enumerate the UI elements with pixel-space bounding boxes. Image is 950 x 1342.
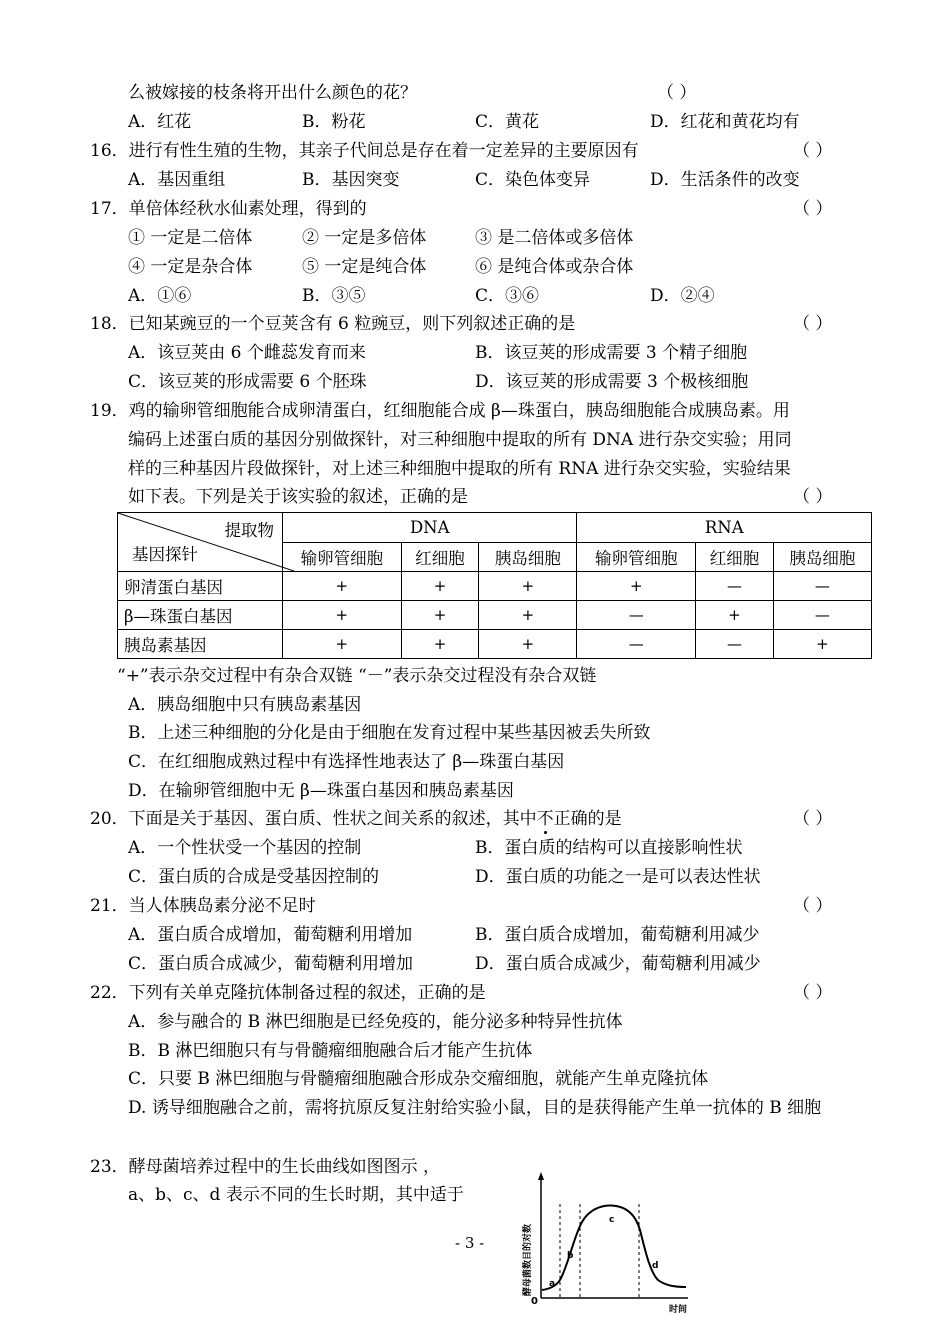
origin-label: 0 bbox=[531, 1296, 538, 1307]
q21-paren: （ ） bbox=[793, 896, 833, 916]
header-cell-oviduct-dna: 输卵管细胞 bbox=[283, 542, 402, 572]
q16-opt-c: C．染色体变异 bbox=[475, 170, 591, 190]
table-cell: + bbox=[401, 601, 479, 630]
q19-stem-line-1: 19．鸡的输卵管细胞能合成卵清蛋白，红细胞能合成 β—珠蛋白，胰岛细胞能合成胰岛素。用 bbox=[90, 401, 790, 421]
page-number: - 3 - bbox=[455, 1234, 485, 1252]
q19-note: “+”表示杂交过程中有杂合双链 “－”表示杂交过程没有杂合双链 bbox=[117, 666, 597, 686]
yeast-growth-curve bbox=[520, 1170, 700, 1335]
table-cell: + bbox=[696, 601, 774, 630]
hybridization-table bbox=[117, 512, 872, 659]
corner-label-extract: 提取物 bbox=[224, 521, 274, 540]
table-row bbox=[118, 630, 872, 659]
q15-opt-b: B．粉花 bbox=[302, 112, 366, 132]
table-corner-cell bbox=[118, 513, 283, 572]
q17-paren: （ ） bbox=[793, 199, 833, 219]
q22-opt-c: C．只要 B 淋巴细胞与骨髓瘤细胞融合形成杂交瘤细胞，就能产生单克隆抗体 bbox=[128, 1069, 709, 1089]
emphasis-dot-char: 不 bbox=[536, 809, 554, 829]
q17-opt-a: A．①⑥ bbox=[128, 286, 192, 306]
y-axis-arrow bbox=[538, 1172, 544, 1180]
q22-stem: 22．下列有关单克隆抗体制备过程的叙述，正确的是 bbox=[90, 983, 486, 1003]
table-cell: + bbox=[577, 572, 696, 601]
q17-opt-c: C．③⑥ bbox=[475, 286, 540, 306]
q20-stem bbox=[90, 808, 622, 830]
table-cell: + bbox=[479, 630, 577, 659]
q19-stem-line-4: 如下表。下列是关于该实验的叙述，正确的是 bbox=[128, 487, 468, 507]
table-cell: — bbox=[696, 630, 774, 659]
y-axis-label: 酵母菌数目的对数 bbox=[523, 1223, 533, 1297]
phase-label-b: b bbox=[567, 1251, 574, 1261]
phase-label-a: a bbox=[549, 1279, 556, 1289]
q15-paren: （ ） bbox=[657, 83, 697, 103]
q20-opt-d: D．蛋白质的功能之一是可以表达性状 bbox=[475, 867, 761, 887]
table-cell: + bbox=[479, 572, 577, 601]
q16-paren: （ ） bbox=[793, 141, 833, 161]
header-cell-oviduct-rna: 输卵管细胞 bbox=[577, 542, 696, 572]
header-cell-islet-rna: 胰岛细胞 bbox=[773, 542, 871, 572]
q19-opt-a: A．胰岛细胞中只有胰岛素基因 bbox=[128, 695, 362, 715]
table-row bbox=[118, 601, 872, 630]
q19-paren: （ ） bbox=[793, 487, 833, 507]
q18-opt-d: D．该豆荚的形成需要 3 个极核细胞 bbox=[475, 372, 749, 392]
q17-item-1: ① 一定是二倍体 bbox=[128, 228, 253, 248]
q22-opt-a: A．参与融合的 B 淋巴细胞是已经免疫的，能分泌多种特异性抗体 bbox=[128, 1012, 623, 1032]
q15-opt-a: A．红花 bbox=[128, 112, 192, 132]
q20-paren: （ ） bbox=[793, 809, 833, 829]
x-axis-label: 时间 bbox=[668, 1305, 688, 1315]
q20-opt-a: A．一个性状受一个基因的控制 bbox=[128, 838, 362, 858]
q17-item-6: ⑥ 是纯合体或杂合体 bbox=[475, 257, 634, 277]
table-cell: + bbox=[773, 630, 871, 659]
q17-item-4: ④ 一定是杂合体 bbox=[128, 257, 253, 277]
q20-stem-part-2: 正确的是 bbox=[553, 809, 622, 829]
q18-opt-a: A．该豆荚由 6 个雌蕊发育而来 bbox=[128, 343, 366, 363]
q19-opt-d: D．在输卵管细胞中无 β—珠蛋白基因和胰岛素基因 bbox=[128, 781, 514, 801]
q17-stem: 17．单倍体经秋水仙素处理，得到的 bbox=[90, 199, 367, 219]
table-cell: + bbox=[283, 601, 402, 630]
q15-opt-c: C．黄花 bbox=[475, 112, 540, 132]
q15-stem: 么被嫁接的枝条将开出什么颜色的花？ bbox=[128, 83, 417, 103]
table-cell: — bbox=[773, 572, 871, 601]
q21-opt-d: D．蛋白质合成减少，葡萄糖利用减少 bbox=[475, 954, 761, 974]
table-cell: — bbox=[696, 572, 774, 601]
q20-stem-part-1: 20．下面是关于基因、蛋白质、性状之间关系的叙述，其中 bbox=[90, 809, 537, 829]
q18-opt-b: B．该豆荚的形成需要 3 个精子细胞 bbox=[475, 343, 748, 363]
header-rna: RNA bbox=[577, 513, 872, 543]
phase-label-d: d bbox=[652, 1261, 659, 1271]
table-cell: + bbox=[401, 630, 479, 659]
table-cell: + bbox=[283, 630, 402, 659]
q19-stem-line-3: 样的三种基因片段做探针，对上述三种细胞中提取的所有 RNA 进行杂交实验，实验结果 bbox=[128, 459, 791, 479]
q16-opt-a: A．基因重组 bbox=[128, 170, 226, 190]
q15-opt-d: D．红花和黄花均有 bbox=[650, 112, 800, 132]
q17-item-2: ② 一定是多倍体 bbox=[302, 228, 427, 248]
q17-opt-b: B．③⑤ bbox=[302, 286, 366, 306]
q22-paren: （ ） bbox=[793, 983, 833, 1003]
q23-stem-line-1: 23．酵母菌培养过程中的生长曲线如图图示 ， bbox=[90, 1157, 441, 1177]
table-cell: + bbox=[479, 601, 577, 630]
table-cell: + bbox=[283, 572, 402, 601]
q21-opt-b: B．蛋白质合成增加，葡萄糖利用减少 bbox=[475, 925, 760, 945]
row-gene-label: 卵清蛋白基因 bbox=[118, 572, 283, 601]
q17-item-3: ③ 是二倍体或多倍体 bbox=[475, 228, 634, 248]
q20-opt-b: B．蛋白质的结构可以直接影响性状 bbox=[475, 838, 743, 858]
table-cell: — bbox=[577, 630, 696, 659]
q21-stem: 21．当人体胰岛素分泌不足时 bbox=[90, 896, 316, 916]
corner-label-probe: 基因探针 bbox=[132, 545, 198, 564]
q18-paren: （ ） bbox=[793, 314, 833, 334]
header-cell-rbc-rna: 红细胞 bbox=[696, 542, 774, 572]
q16-opt-d: D．生活条件的改变 bbox=[650, 170, 800, 190]
q21-opt-c: C．蛋白质合成减少，葡萄糖利用增加 bbox=[128, 954, 414, 974]
q19-opt-b: B．上述三种细胞的分化是由于细胞在发育过程中某些基因被丢失所致 bbox=[128, 723, 651, 743]
phase-label-c: c bbox=[609, 1215, 615, 1225]
q16-stem: 16．进行有性生殖的生物，其亲子代间总是存在着一定差异的主要原因有 bbox=[90, 141, 639, 161]
q18-stem: 18．已知某豌豆的一个豆荚含有 6 粒豌豆，则下列叙述正确的是 bbox=[90, 314, 576, 334]
q19-stem-line-2: 编码上述蛋白质的基因分别做探针，对三种细胞中提取的所有 DNA 进行杂交实验；用同 bbox=[128, 430, 792, 450]
header-cell-islet-dna: 胰岛细胞 bbox=[479, 542, 577, 572]
q21-opt-a: A．蛋白质合成增加，葡萄糖利用增加 bbox=[128, 925, 413, 945]
q19-opt-c: C．在红细胞成熟过程中有选择性地表达了 β—珠蛋白基因 bbox=[128, 752, 565, 772]
row-gene-label: β—珠蛋白基因 bbox=[118, 601, 283, 630]
q17-item-5: ⑤ 一定是纯合体 bbox=[302, 257, 427, 277]
table-row bbox=[118, 572, 872, 601]
q23-stem-line-2: a、b、c、d 表示不同的生长时期，其中适于 bbox=[128, 1185, 464, 1205]
q16-opt-b: B．基因突变 bbox=[302, 170, 400, 190]
q22-opt-d: D. 诱导细胞融合之前，需将抗原反复注射给实验小鼠，目的是获得能产生单一抗体的 B 细胞 bbox=[128, 1098, 822, 1118]
row-gene-label: 胰岛素基因 bbox=[118, 630, 283, 659]
q20-opt-c: C．蛋白质的合成是受基因控制的 bbox=[128, 867, 380, 887]
q18-opt-c: C．该豆荚的形成需要 6 个胚珠 bbox=[128, 372, 367, 392]
table-cell: + bbox=[401, 572, 479, 601]
header-cell-rbc-dna: 红细胞 bbox=[401, 542, 479, 572]
table-cell: — bbox=[773, 601, 871, 630]
table-cell: — bbox=[577, 601, 696, 630]
q17-opt-d: D．②④ bbox=[650, 286, 715, 306]
header-dna: DNA bbox=[283, 513, 577, 543]
q22-opt-b: B．B 淋巴细胞只有与骨髓瘤细胞融合后才能产生抗体 bbox=[128, 1041, 533, 1061]
